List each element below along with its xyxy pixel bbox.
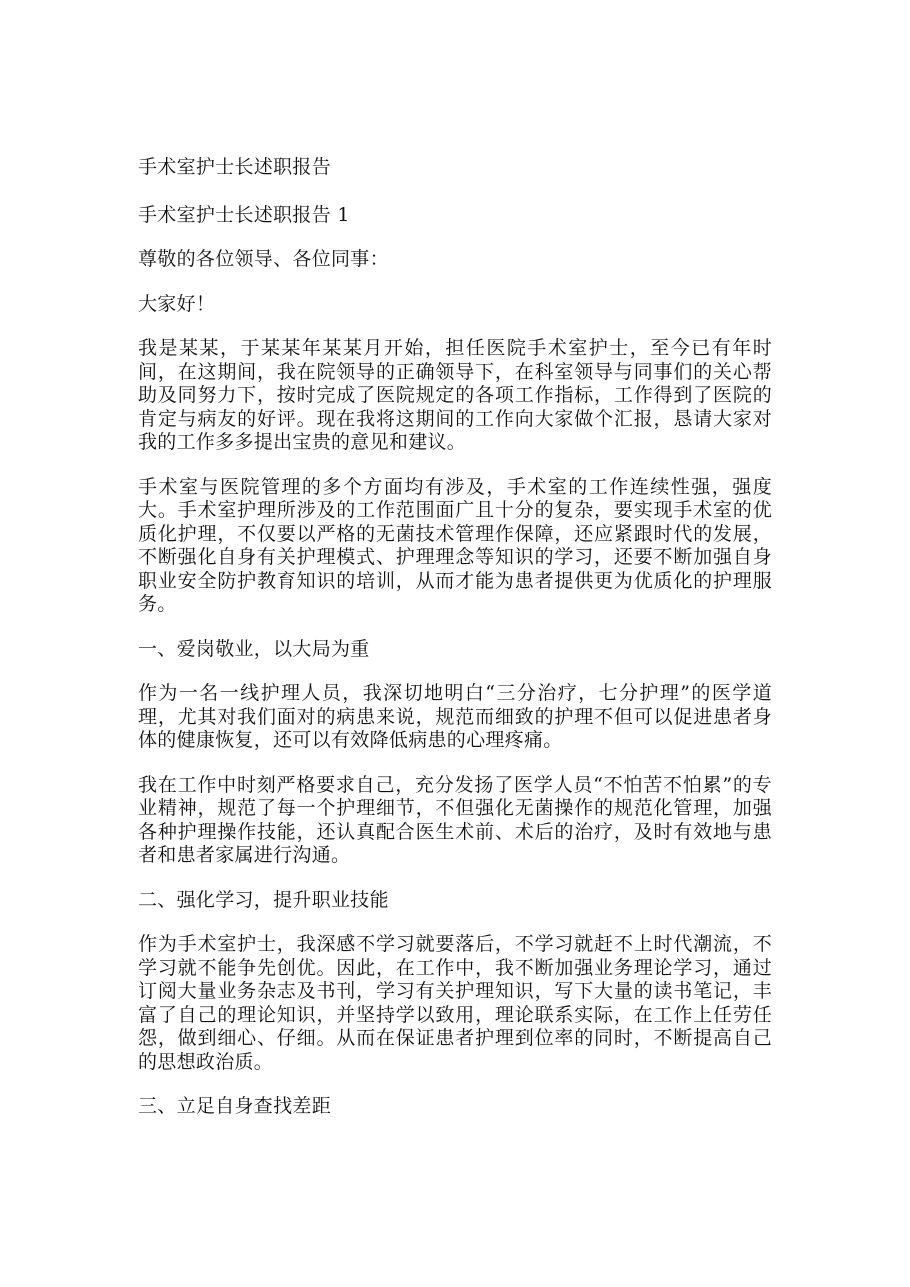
overview-paragraph: 手术室与医院管理的多个方面均有涉及，手术室的工作连续性强，强度大。手术室护理所涉及的工作范围面广且十分的复杂，要实现手术室的优质化护理，不仅要以严格的无菌技术管理作保障，还应紧跟时代的发展，不断强化自身有关护理模式、护理理念等知识的学习，还要不断加强自身职业安全防护教育知识的培训，从而才能为患者提供更为优质化的护理服务。	[138, 475, 772, 615]
greeting: 大家好！	[138, 292, 216, 315]
section-paragraph: 我在工作中时刻严格要求自己，充分发扬了医学人员“不怕苦不怕累”的专业精神，规范了每一个护理细节，不但强化无菌操作的规范化管理，加强各种护理操作技能，还认真配合医生术前、术后的治疗，及时有效地与患者和患者家属进行沟通。	[138, 773, 772, 866]
section-paragraph: 作为手术室护士，我深感不学习就要落后，不学习就赶不上时代潮流，不学习就不能争先创优。因此，在工作中，我不断加强业务理论学习，通过订阅大量业务杂志及书刊，学习有关护理知识，写下大量的读书笔记，丰富了自己的理论知识，并坚持学以致用，理论联系实际，在工作上任劳任怨，做到细心、仔细。从而在保证患者护理到位率的同时，不断提高自己的思想政治质。	[138, 933, 772, 1073]
salutation: 尊敬的各位领导、各位同事：	[138, 248, 389, 270]
document-body	[138, 156, 772, 1140]
section-heading: 三、立足自身查找差距	[138, 1095, 332, 1117]
section-heading: 一、爱岗敬业，以大局为重	[138, 637, 370, 660]
section-paragraph: 作为一名一线护理人员，我深切地明白“三分治疗，七分护理”的医学道理，尤其对我们面对的病患来说，规范而细致的护理不但可以促进患者身体的健康恢复，还可以有效降低病患的心理疼痛。	[138, 682, 772, 751]
document-subtitle: 手术室护士长述职报告 1	[138, 203, 350, 226]
intro-paragraph: 我是某某，于某某年某某月开始，担任医院手术室护士，至今已有年时间，在这期间，我在院领导的正确领导下，在科室领导与同事们的关心帮助及同努力下，按时完成了医院规定的各项工作指标，工作得到了医院的肯定与病友的好评。现在我将这期间的工作向大家做个汇报，恳请大家对我的工作多多提出宝贵的意见和建议。	[138, 337, 772, 453]
document-title: 手术室护士长述职报告	[138, 156, 332, 178]
section-heading: 二、强化学习，提升职业技能	[138, 888, 389, 911]
